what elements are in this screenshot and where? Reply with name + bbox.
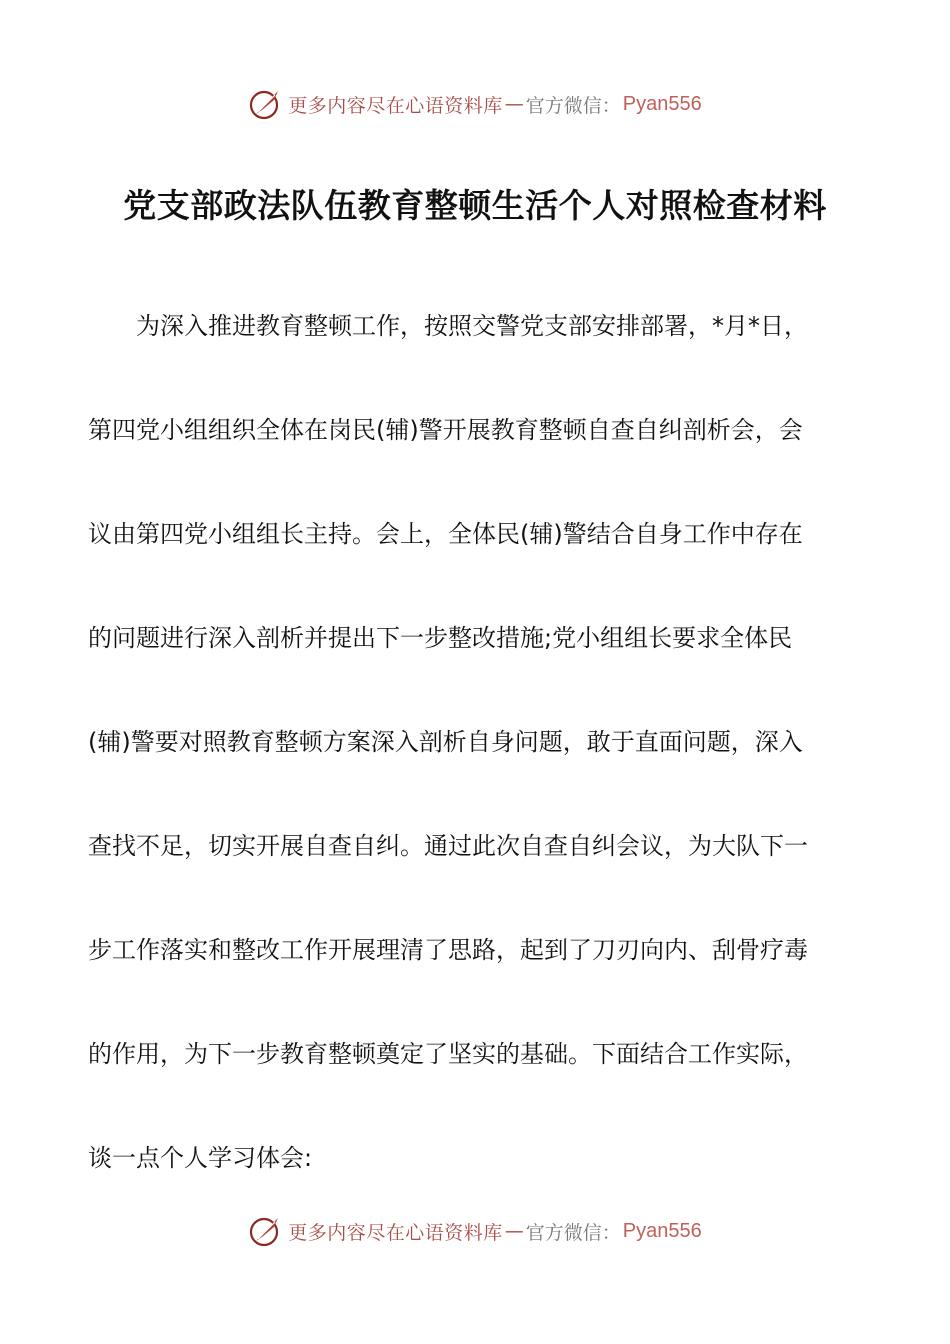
quill-logo-icon [248,1213,284,1249]
watermark-wechat-id: Pyan556 [622,1219,702,1242]
paragraph-line: (辅)警要对照教育整顿方案深入剖析自身问题，敢于直面问题，深入 [88,728,803,756]
watermark-dash: — [504,1220,524,1242]
watermark-wechat-label: 官方微信： [525,94,621,117]
paragraph-line: 步工作落实和整改工作开展理清了思路，起到了刀刃向内、刮骨疗毒 [88,936,808,964]
paragraph-line: 谈一点个人学习体会: [88,1144,313,1172]
paragraph-line: 为深入推进教育整顿工作，按照交警党支部安排部署，*月*日， [136,312,808,340]
paragraph-line: 的问题进行深入剖析并提出下一步整改措施;党小组组长要求全体民 [88,624,793,652]
paragraph-line: 查找不足，切实开展自查自纠。通过此次自查自纠会议，为大队下一 [88,832,808,860]
watermark-dash: — [504,93,524,115]
document-title: 党支部政法队伍教育整顿生活个人对照检查材料 [123,186,827,225]
paragraph-line: 的作用，为下一步教育整顿奠定了坚实的基础。下面结合工作实际， [88,1040,808,1068]
paragraph-line: 第四党小组组织全体在岗民(辅)警开展教育整顿自查自纠剖析会，会 [88,416,803,444]
watermark-text: 更多内容尽在心语资料库 [288,1221,503,1244]
watermark-wechat-label: 官方微信： [525,1221,621,1244]
quill-logo-icon [248,86,284,122]
paragraph-line: 议由第四党小组组长主持。会上，全体民(辅)警结合自身工作中存在 [88,520,803,548]
footer-watermark [0,1211,950,1251]
watermark-wechat-id: Pyan556 [622,92,702,115]
watermark-text: 更多内容尽在心语资料库 [288,94,503,117]
header-watermark [0,84,950,124]
